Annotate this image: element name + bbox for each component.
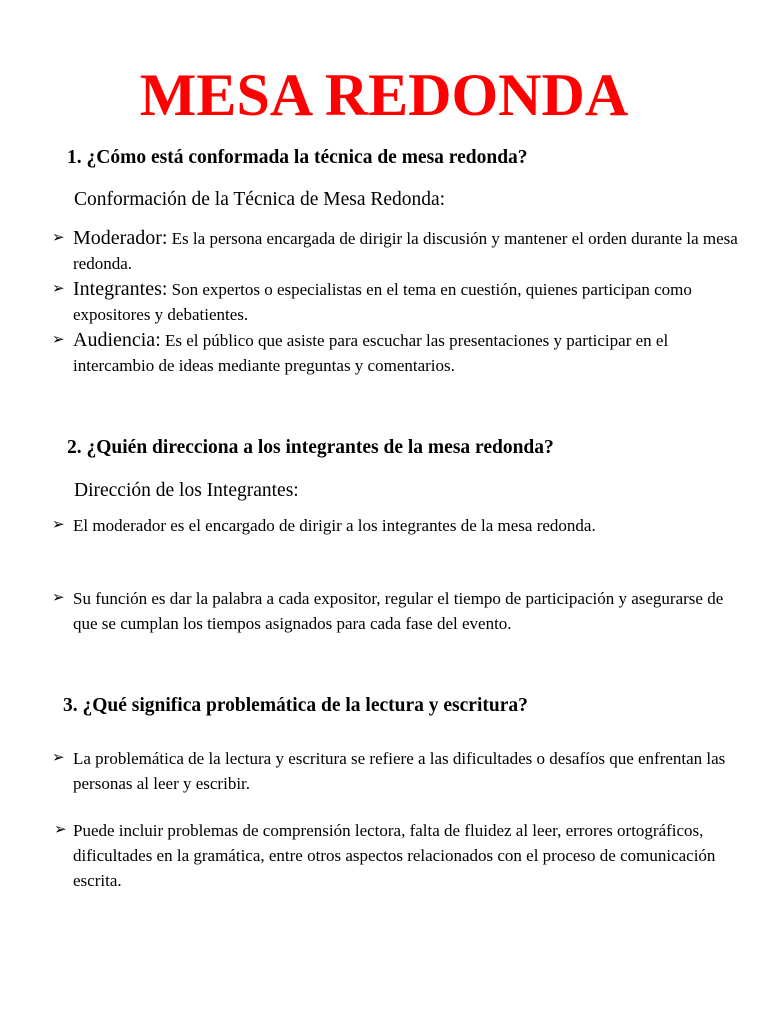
list-item bbox=[52, 586, 742, 636]
arrow-bullet-icon: ➢ bbox=[52, 750, 65, 766]
list-item-audiencia bbox=[52, 328, 742, 378]
question-3: 3. ¿Qué significa problemática de la lectura y escritura? bbox=[63, 695, 528, 716]
arrow-bullet-icon: ➢ bbox=[52, 517, 65, 533]
bullet-text: Son expertos o especialistas en el tema en cuestión, quienes participan como expositores y debatientes. bbox=[73, 280, 692, 324]
list-item-moderador bbox=[52, 226, 742, 276]
term-label: Moderador: bbox=[73, 227, 168, 249]
list-item bbox=[52, 513, 742, 538]
term-label: Audiencia: bbox=[73, 329, 161, 351]
arrow-bullet-icon: ➢ bbox=[52, 590, 65, 606]
bullet-text: Es la persona encargada de dirigir la discusión y mantener el orden durante la mesa redonda. bbox=[73, 229, 738, 273]
arrow-bullet-icon: ➢ bbox=[52, 281, 65, 297]
list-item bbox=[52, 746, 742, 796]
heading-direccion: Dirección de los Integrantes: bbox=[74, 480, 299, 501]
arrow-bullet-icon: ➢ bbox=[52, 332, 65, 348]
bullet-text: La problemática de la lectura y escritura se refiere a las dificultades o desafíos que enfrentan las personas al leer y escribir. bbox=[73, 749, 726, 793]
bullet-text: Su función es dar la palabra a cada expositor, regular el tiempo de participación y asegurarse de que se cumplan los tiempos asignados para cada fase del evento. bbox=[73, 589, 724, 633]
arrow-bullet-icon: ➢ bbox=[54, 822, 67, 838]
arrow-bullet-icon: ➢ bbox=[52, 230, 65, 246]
question-1: 1. ¿Cómo está conformada la técnica de mesa redonda? bbox=[67, 147, 528, 168]
list-item-integrantes bbox=[52, 277, 742, 327]
question-2: 2. ¿Quién direcciona a los integrantes de la mesa redonda? bbox=[67, 437, 554, 458]
bullet-text: Puede incluir problemas de comprensión lectora, falta de fluidez al leer, errores ortográficos, dificultades en la gramática, entre otros aspectos relacionados con el proceso de comunicación escrita. bbox=[73, 821, 716, 890]
heading-conformacion: Conformación de la Técnica de Mesa Redonda: bbox=[74, 189, 446, 210]
page-title: MESA REDONDA bbox=[139, 62, 629, 128]
bullet-text: El moderador es el encargado de dirigir a los integrantes de la mesa redonda. bbox=[73, 516, 596, 535]
term-label: Integrantes: bbox=[73, 278, 168, 300]
list-item bbox=[54, 818, 744, 893]
bullet-text: Es el público que asiste para escuchar las presentaciones y participar en el intercambio de ideas mediante preguntas y comentarios. bbox=[73, 331, 669, 375]
